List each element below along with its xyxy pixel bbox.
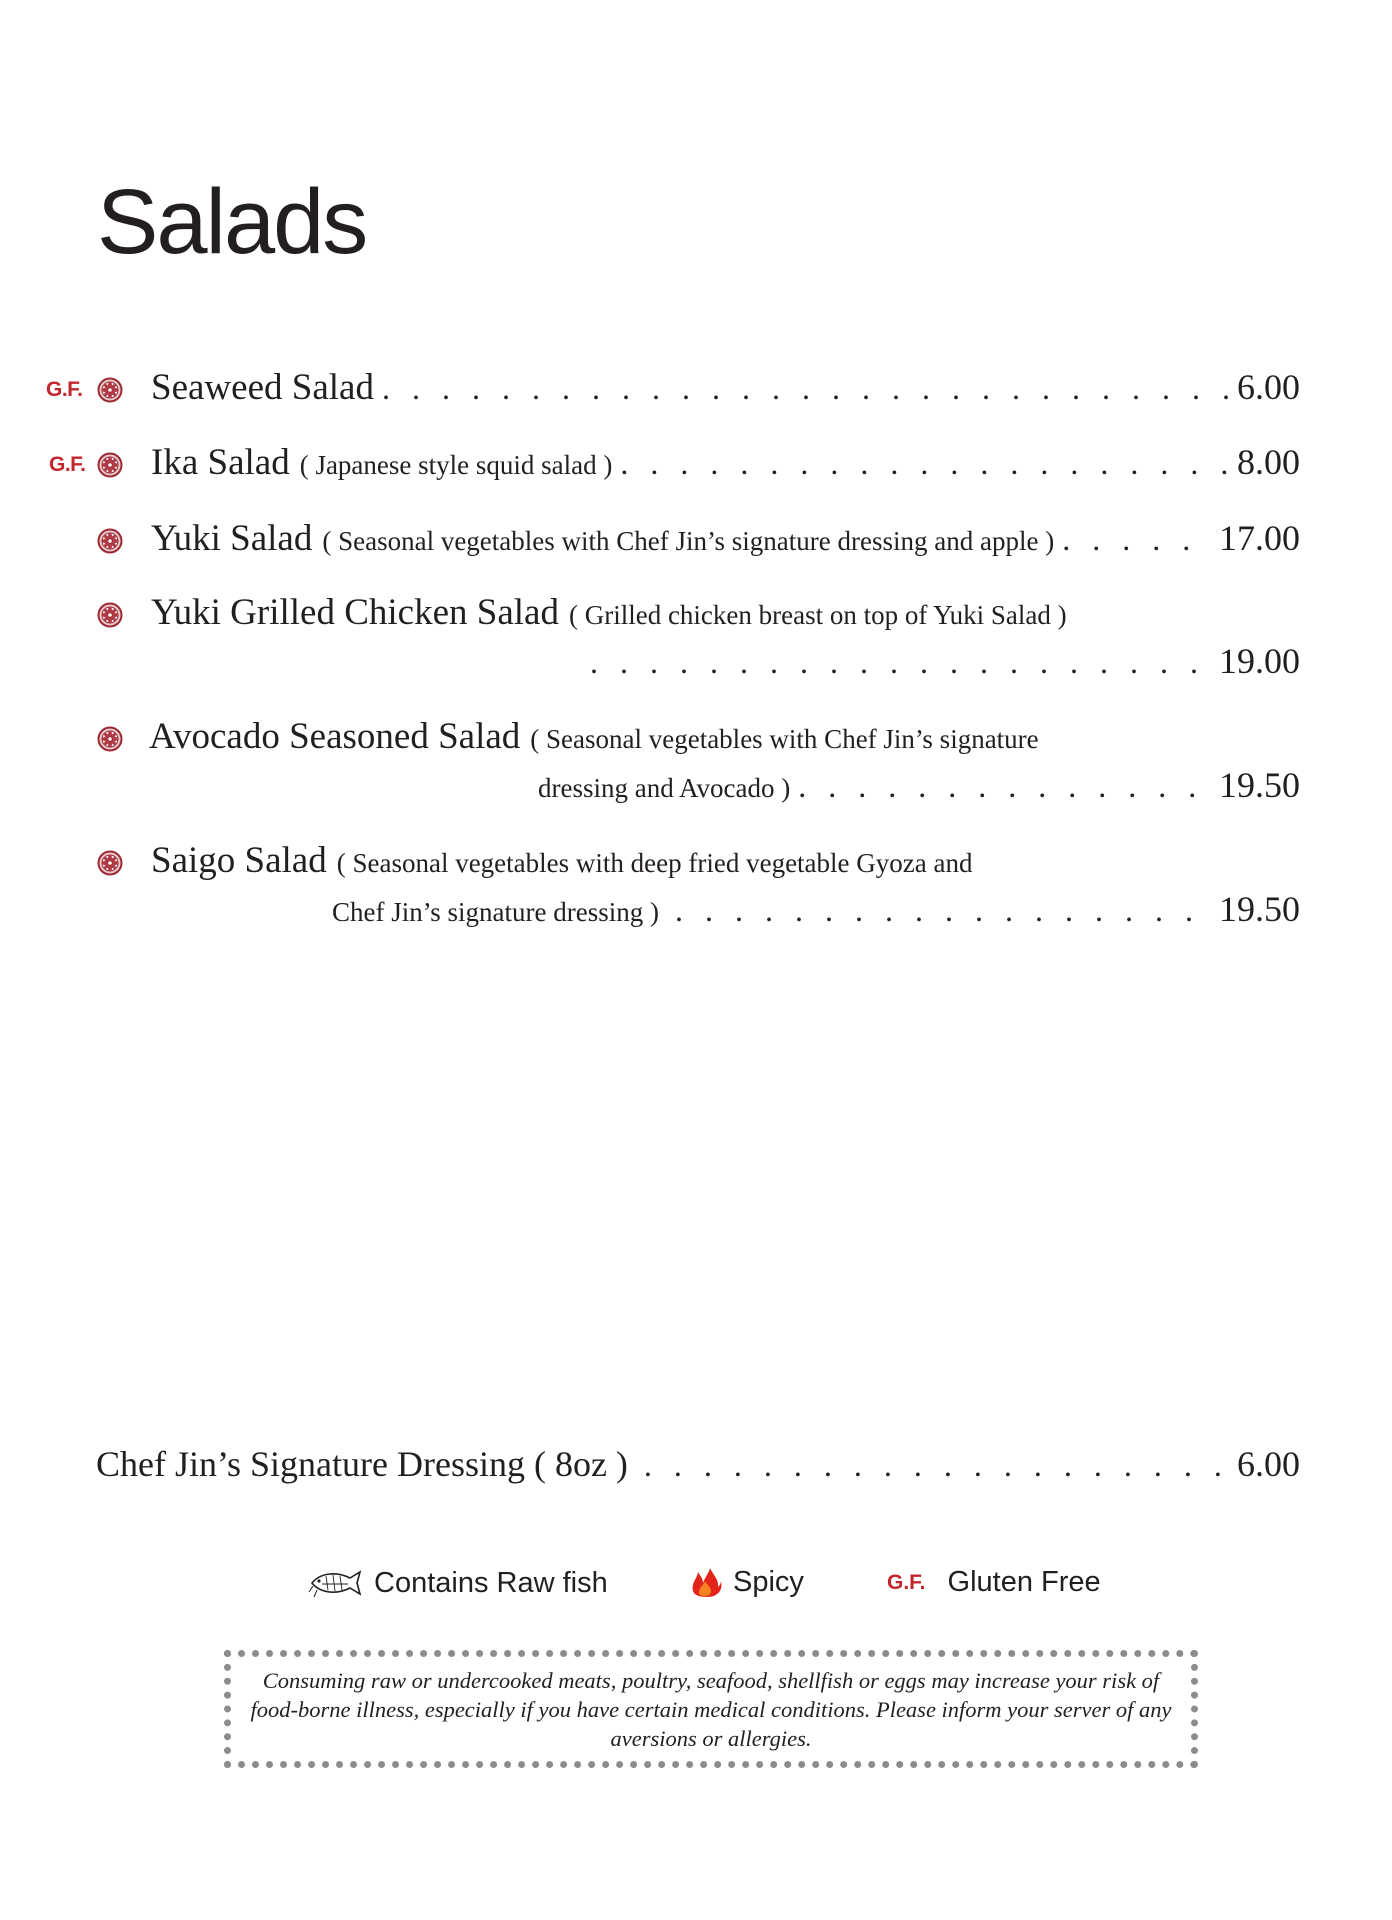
item-description-continued: Chef Jin’s signature dressing ) (332, 897, 659, 927)
legend-gluten-free (887, 1566, 1101, 1599)
menu-item (151, 591, 1067, 634)
dot-leader (382, 370, 1229, 407)
item-name: Avocado Seasoned Salad (149, 716, 521, 757)
dressing-item (96, 1443, 1300, 1485)
flower-icon (97, 452, 123, 478)
flower-icon (97, 377, 123, 403)
allergy-warning-box (224, 1650, 1198, 1768)
price-line (332, 888, 1300, 930)
item-description: ( Seasonal vegetables with Chef Jin’s signature dressing and apple ) (322, 526, 1055, 556)
item-price: 19.50 (1219, 765, 1300, 805)
item-description-continued: dressing and Avocado ) (538, 773, 791, 803)
item-name: Chef Jin’s Signature Dressing ( 8oz ) (96, 1444, 628, 1484)
item-price: 17.00 (1219, 518, 1300, 558)
item-name: Yuki Salad (151, 518, 313, 559)
legend-spicy (689, 1566, 804, 1599)
menu-item (151, 366, 1300, 409)
menu-item (151, 441, 1300, 484)
legend-label: Gluten Free (947, 1566, 1101, 1598)
item-description: ( Seasonal vegetables with Chef Jin’s signature (530, 724, 1039, 754)
item-price: 6.00 (1237, 1444, 1300, 1484)
item-name: Ika Salad (151, 442, 290, 483)
legend-label: Spicy (733, 1566, 804, 1598)
legend-raw-fish (308, 1566, 608, 1600)
item-price: 6.00 (1237, 367, 1300, 407)
price-line (538, 764, 1300, 806)
flower-icon (97, 528, 123, 554)
flower-icon (97, 850, 123, 876)
flower-icon (97, 602, 123, 628)
item-description: ( Seasonal vegetables with deep fried vegetable Gyoza and (336, 848, 973, 878)
dot-leader (798, 768, 1211, 805)
item-description: ( Grilled chicken breast on top of Yuki Salad ) (568, 600, 1067, 630)
menu-item (149, 715, 1039, 758)
allergy-warning-text: Consuming raw or undercooked meats, poultry, seafood, shellfish or eggs may increase your risk of food-borne illness, especially if you have certain medical conditions. Please inform your server of any aversions or allergies. (250, 1667, 1172, 1751)
dot-leader (590, 644, 1211, 681)
item-price: 19.50 (1219, 889, 1300, 929)
flower-icon (97, 726, 123, 752)
gluten-free-mark: G.F. (887, 1570, 926, 1594)
dot-leader (620, 445, 1229, 482)
item-description: ( Japanese style squid salad ) (299, 450, 613, 480)
menu-item (151, 517, 1300, 560)
fish-icon (308, 1566, 364, 1600)
item-price: 8.00 (1237, 442, 1300, 482)
legend-label: Contains Raw fish (374, 1566, 608, 1599)
gluten-free-mark: G.F. (49, 453, 86, 476)
gluten-free-mark: G.F. (46, 378, 83, 401)
dot-leader (1062, 521, 1211, 558)
page-title: Salads (97, 171, 367, 273)
dot-leader (675, 892, 1211, 929)
price-line (590, 640, 1300, 682)
menu-item (151, 839, 972, 882)
flame-icon (689, 1567, 723, 1599)
item-name: Saigo Salad (151, 840, 327, 881)
dot-leader (644, 1447, 1229, 1484)
item-name: Yuki Grilled Chicken Salad (151, 592, 559, 633)
item-name: Seaweed Salad (151, 367, 374, 408)
item-price: 19.00 (1219, 641, 1300, 681)
